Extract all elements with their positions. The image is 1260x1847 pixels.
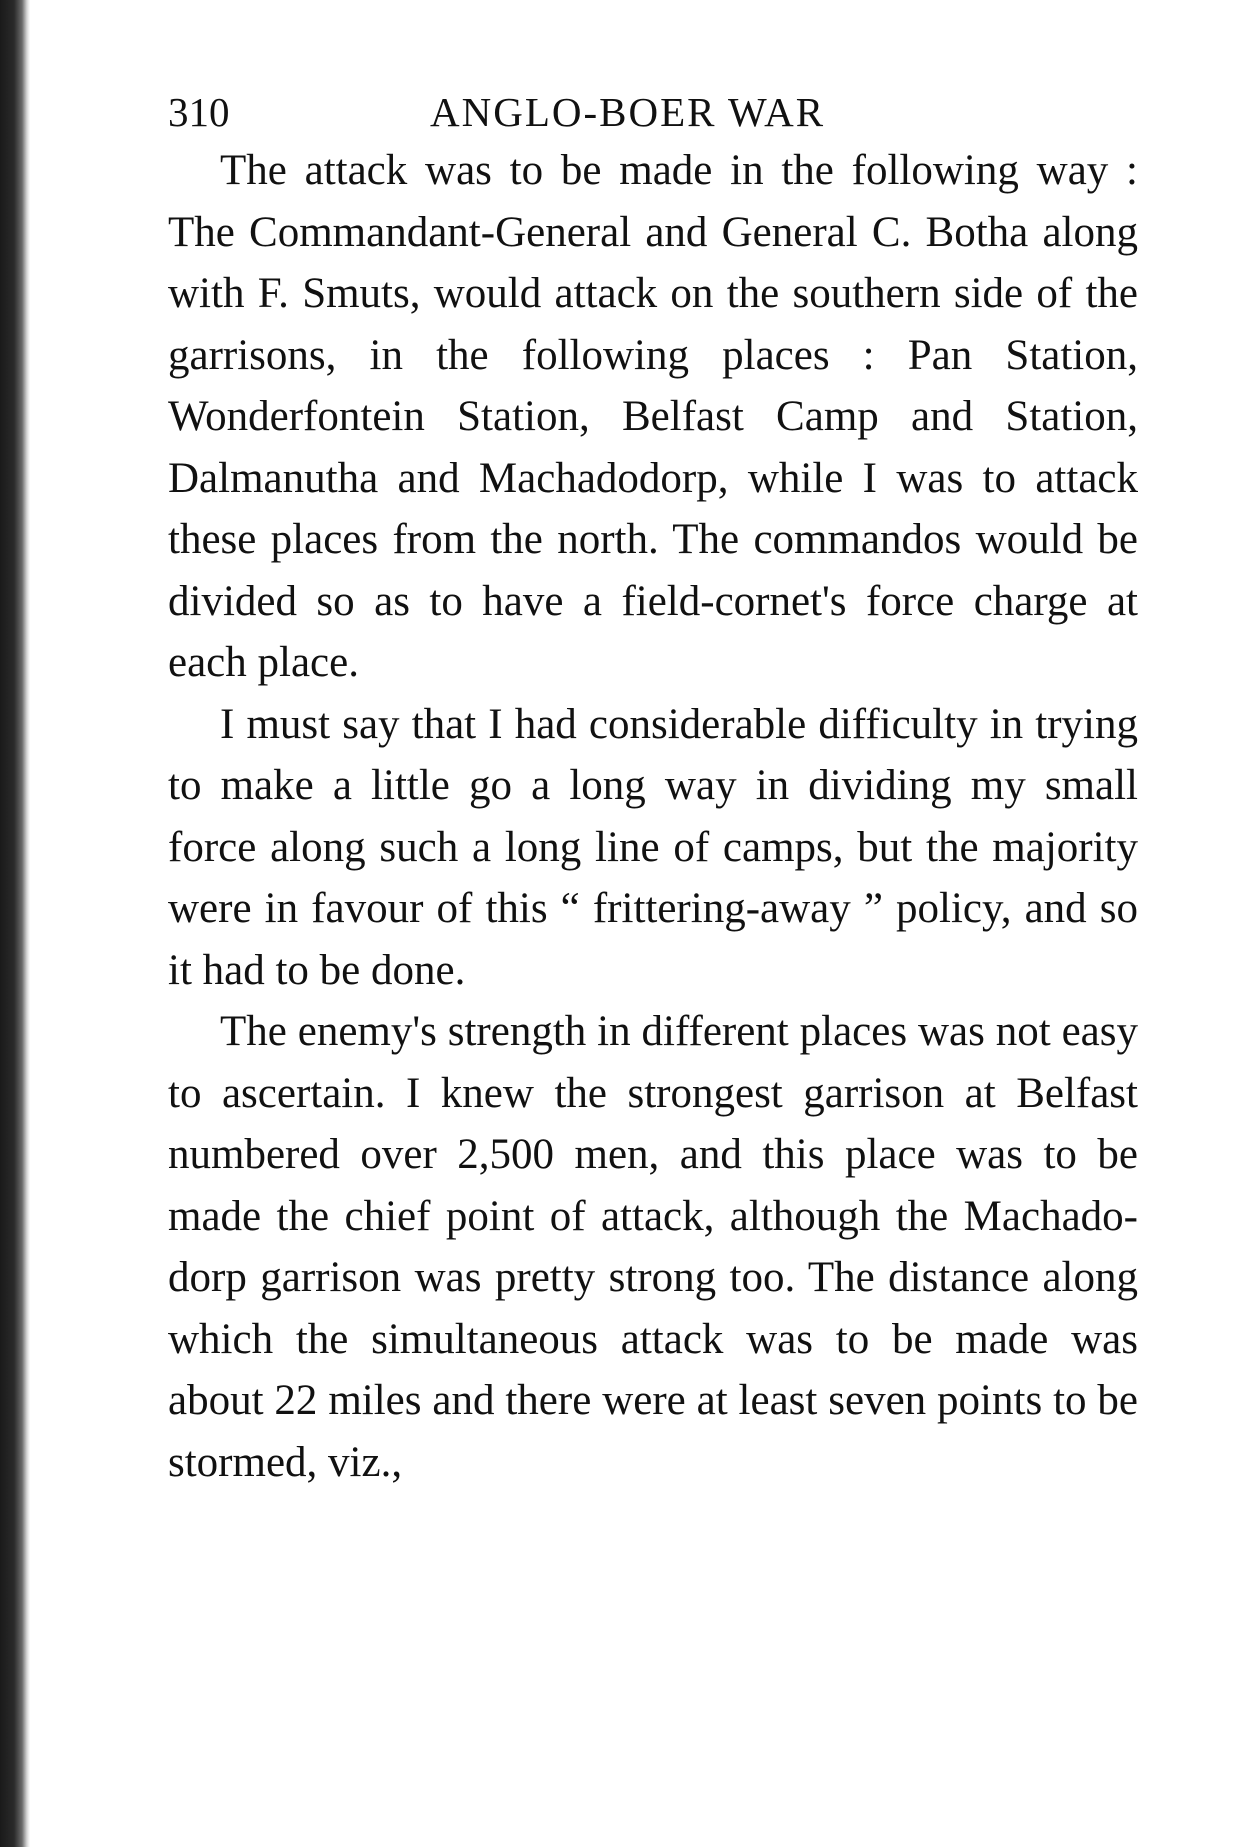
- book-page: [168, 78, 1138, 1493]
- page-number: 310: [168, 89, 230, 135]
- page-body: [168, 140, 1138, 1493]
- running-title: ANGLO-BOER WAR: [430, 89, 826, 135]
- paragraph-attack-plan: The attack was to be made in the following way : The Commandant-General and General C. Botha along with F. Smuts, would attack on the southern side of the garrisons, in the following places : Pan Station, Wonderfontein Station, Belfast Camp and Station, Dalmanutha and Machadodorp, while I was to attack these places from the north. The commandos would be divided so as to have a field-cornet's force charge at each place.: [168, 147, 1138, 686]
- paragraph-enemy-strength: The enemy's strength in different places was not easy to ascertain. I knew the strongest garrison at Belfast numbered over 2,500 men, and this place was to be made the chief point of attack, although the Machado-dorp garrison was pretty strong too. The distance along which the simultaneous attack was to be made was about 22 miles and there were at least seven points to be stormed, viz.,: [168, 1008, 1138, 1486]
- book-binding-edge: [0, 0, 30, 1847]
- running-header: [168, 78, 1138, 140]
- paragraph-dividing-force: I must say that I had considerable difficulty in trying to make a little go a long way in dividing my small force along such a long line of camps, but the majority were in favour of this “ frittering-away ” policy, and so it had to be done.: [168, 700, 1138, 994]
